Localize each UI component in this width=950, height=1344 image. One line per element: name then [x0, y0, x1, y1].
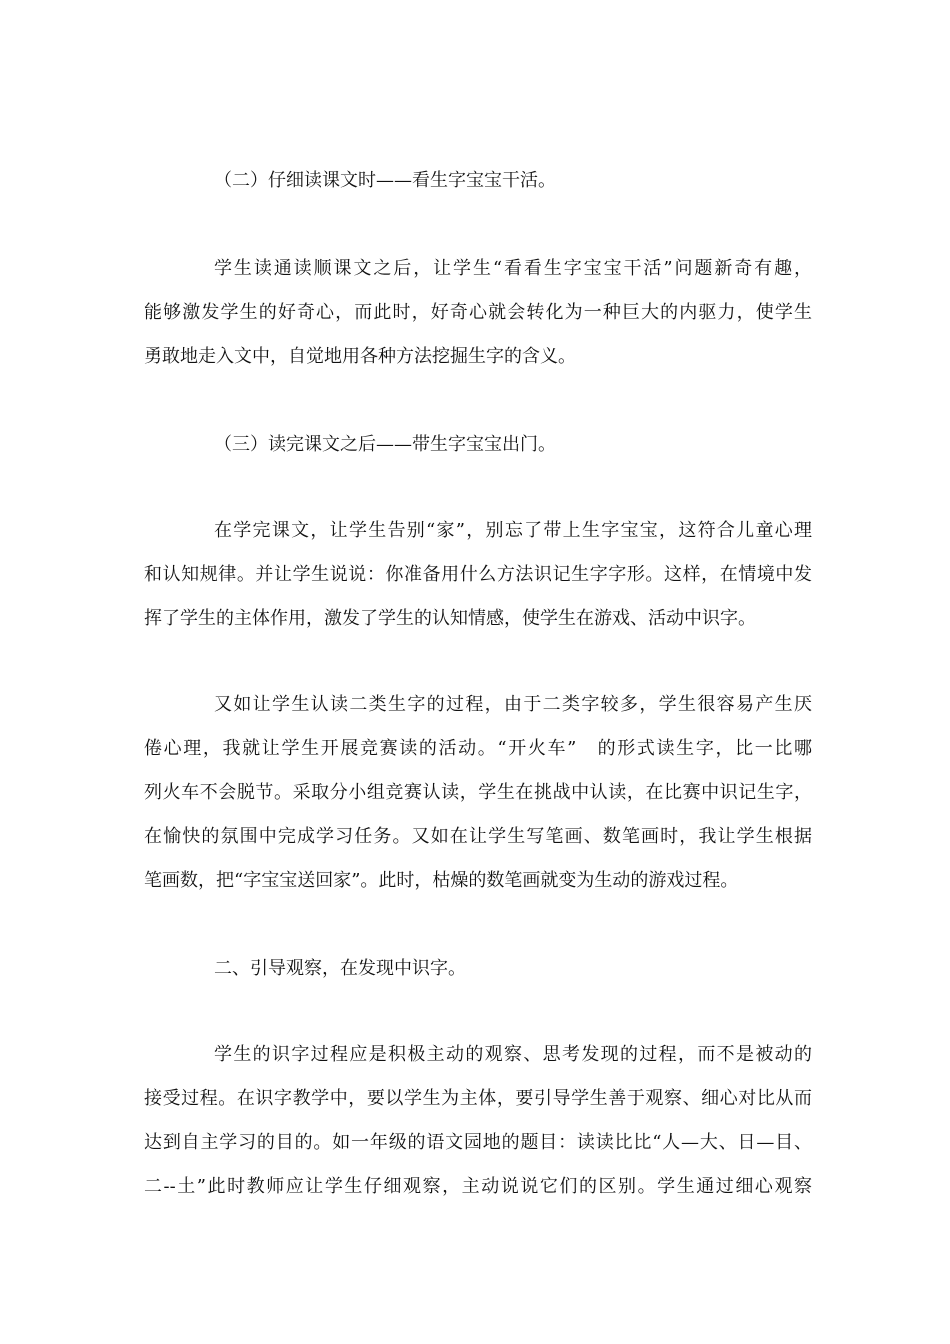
- paragraph-line: 接受过程。在识字教学中，要以学生为主体，要引导学生善于观察、细心对比从而: [144, 1088, 812, 1109]
- paragraph-3: [144, 692, 812, 894]
- paragraph-line: 达到自主学习的目的。如一年级的语文园地的题目：读读比比“人—大、日—目、: [144, 1132, 812, 1153]
- paragraph-line: 列火车不会脱节。采取分小组竞赛认读，学生在挑战中认读，在比赛中识记生字，: [144, 782, 812, 803]
- paragraph-line: 倦心理，我就让学生开展竞赛读的活动。“开火车” 的形式读生字，比一比哪: [144, 738, 812, 759]
- paragraph-line: 在学完课文，让学生告别“家”，别忘了带上生字宝宝，这符合儿童心理: [214, 520, 812, 541]
- paragraph-line: 学生读通读顺课文之后，让学生“看看生字宝宝干活”问题新奇有趣，: [214, 258, 812, 279]
- subsection-heading-2: （二）仔细读课文时——看生字宝宝干活。: [214, 170, 556, 191]
- paragraph-line: 勇敢地走入文中，自觉地用各种方法挖掘生字的含义。: [144, 346, 576, 367]
- paragraph-line: 和认知规律。并让学生说说：你准备用什么方法识记生字字形。这样，在情境中发: [144, 564, 812, 585]
- paragraph-4: [144, 1042, 812, 1200]
- paragraph-line: 二--土”此时教师应让学生仔细观察，主动说说它们的区别。学生通过细心观察: [144, 1176, 812, 1197]
- paragraph-line: 挥了学生的主体作用，激发了学生的认知情感，使学生在游戏、活动中识字。: [144, 608, 756, 629]
- paragraph-line: 学生的识字过程应是积极主动的观察、思考发现的过程，而不是被动的: [214, 1044, 812, 1065]
- subsection-heading-3: （三）读完课文之后——带生字宝宝出门。: [214, 434, 556, 455]
- paragraph-line: 笔画数，把“字宝宝送回家”。此时，枯燥的数笔画就变为生动的游戏过程。: [144, 870, 739, 891]
- paragraph-line: 能够激发学生的好奇心，而此时，好奇心就会转化为一种巨大的内驱力，使学生: [144, 302, 812, 323]
- section-heading-2: 二、引导观察，在发现中识字。: [214, 958, 466, 979]
- paragraph-1: [144, 256, 812, 370]
- paragraph-2: [144, 518, 812, 632]
- paragraph-line: 又如让学生认读二类生字的过程，由于二类字较多，学生很容易产生厌: [214, 694, 812, 715]
- paragraph-line: 在愉快的氛围中完成学习任务。又如在让学生写笔画、数笔画时，我让学生根据: [144, 826, 812, 847]
